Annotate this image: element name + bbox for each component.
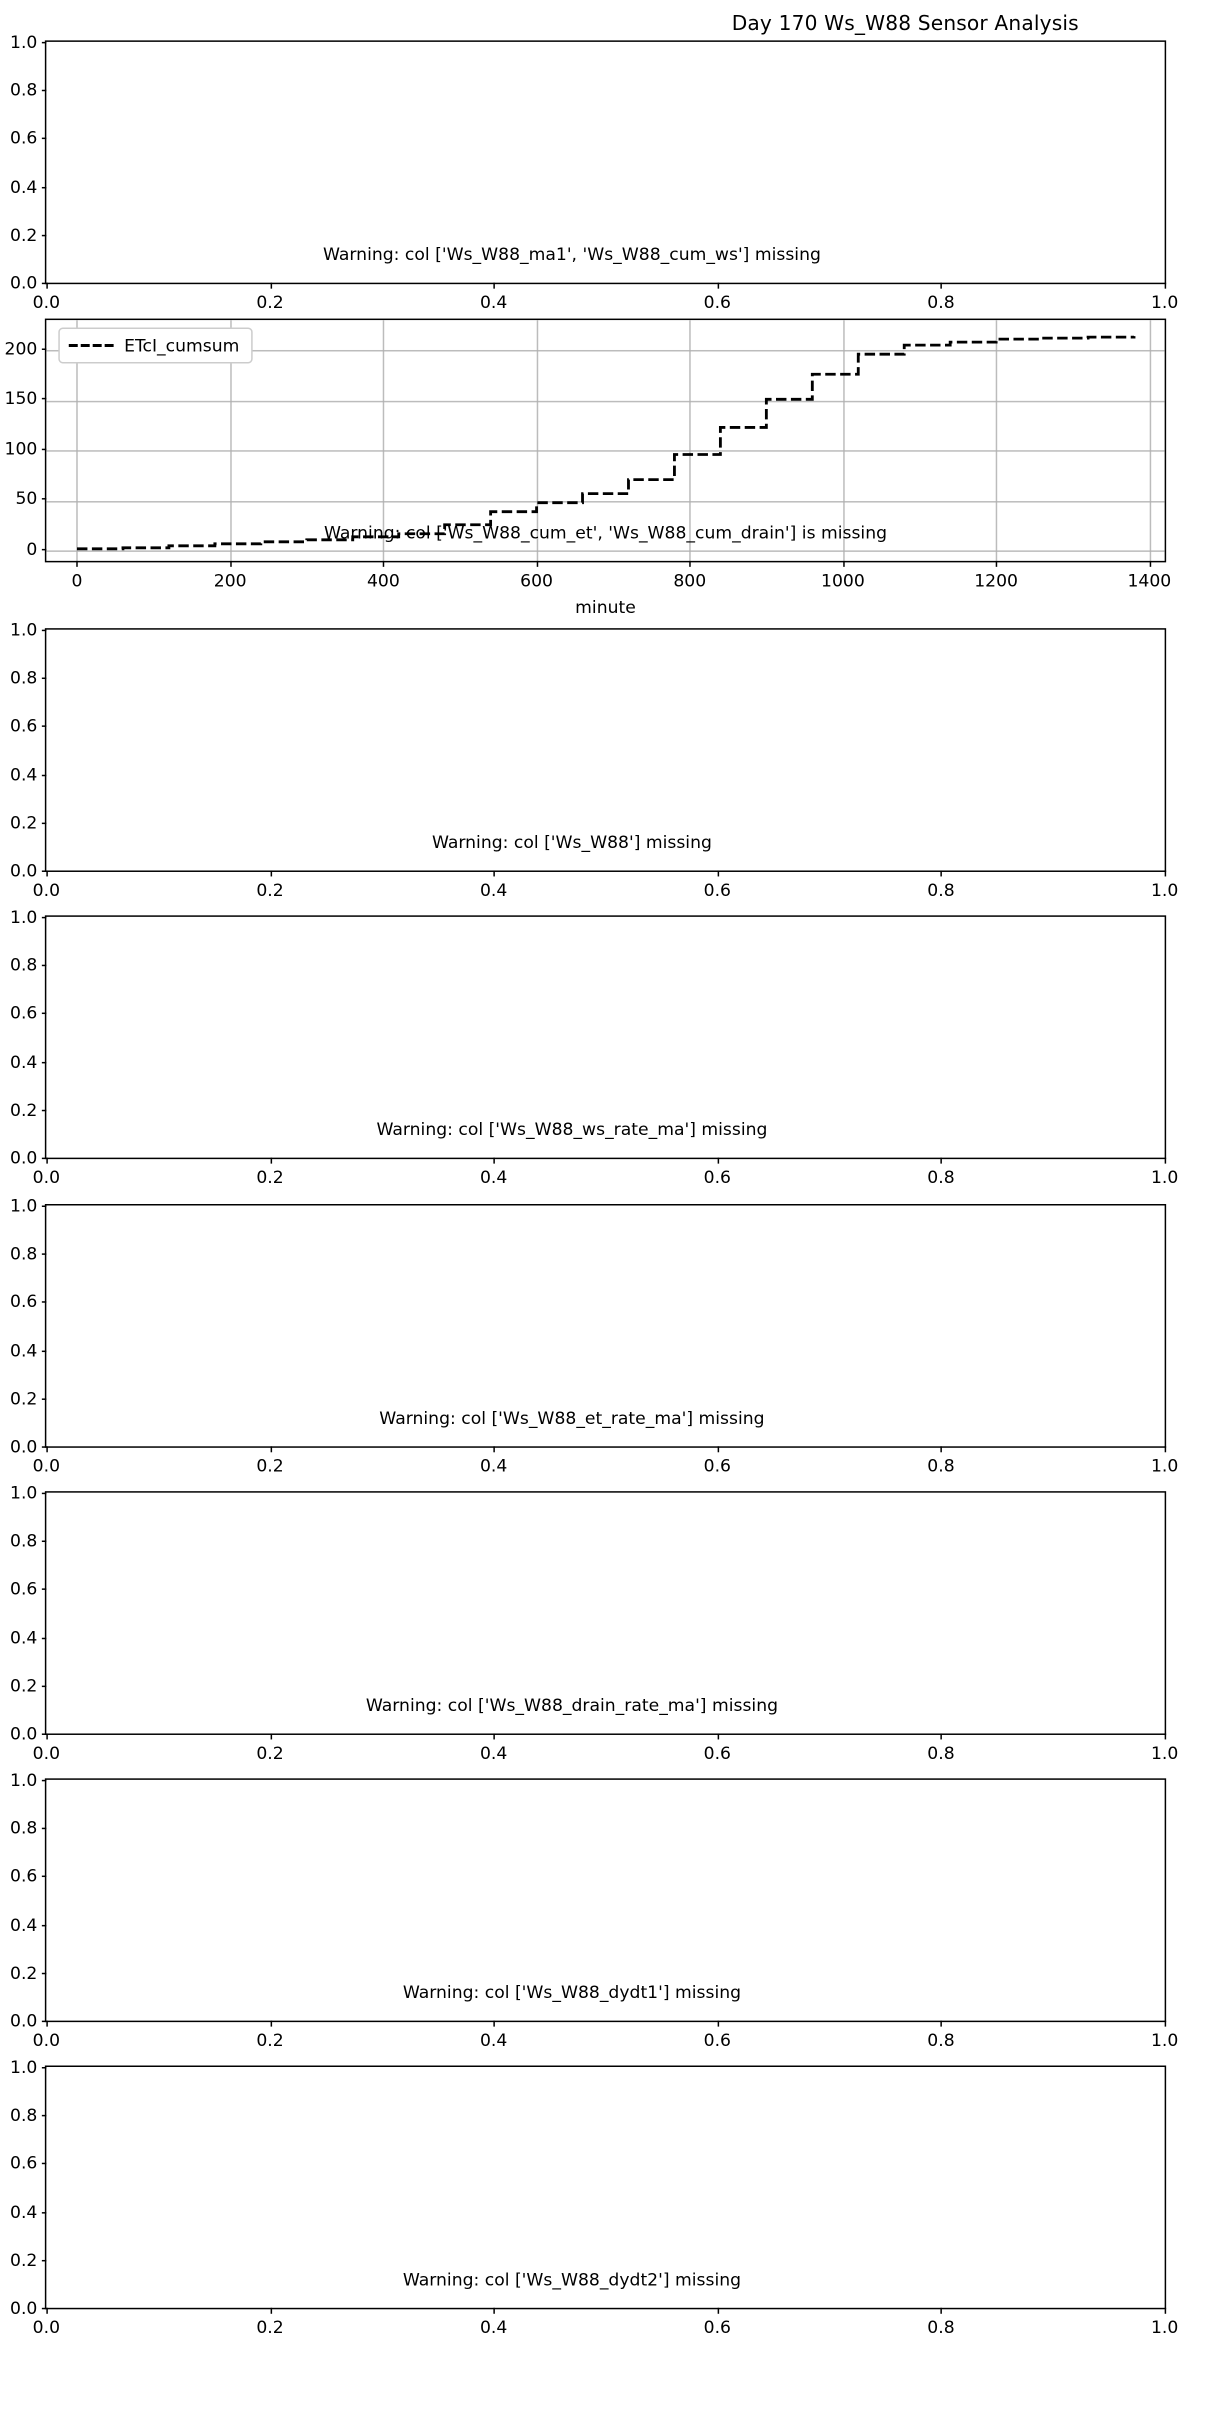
panel-4-ytickmark-0.2: [41, 1109, 46, 1110]
panel-8-xtick-0.8: 0.8: [927, 2316, 955, 2338]
panel-7-xtick-0.6: 0.6: [703, 2029, 732, 2051]
panel-4-xtick-1.0: 1.0: [1150, 1166, 1179, 1188]
panel-7-ytickmark-0.8: [41, 1828, 46, 1829]
panel-1-xtickmark-0.0: [46, 283, 47, 288]
panel-1-xtick-1.0: 1.0: [1150, 291, 1179, 313]
panel-5-xtickmark-0.6: [717, 1446, 718, 1451]
panel-5-xtick-0.4: 0.4: [479, 1455, 508, 1477]
panel-7-warning-text: Warning: col ['Ws_W88_dydt1'] missing: [402, 1981, 742, 2003]
panel-1-axes: [10, 31, 1179, 313]
panel-1-xtickmark-0.8: [941, 283, 942, 288]
panel-3-xtickmark-0.2: [270, 870, 271, 875]
panel-6-xtick-0.2: 0.2: [256, 1742, 284, 1764]
panel-3-ytickmark-1.0: [41, 630, 46, 631]
panel-3-xtickmark-0.8: [941, 870, 942, 875]
panel-1-xtick-0.2: 0.2: [256, 291, 284, 313]
panel-7-ytick-0.2: 0.2: [10, 1961, 38, 1983]
panel-2-xtickmark-200: [230, 561, 231, 566]
panel-8-ytickmark-0.2: [41, 2260, 46, 2261]
panel-1-xtick-0.4: 0.4: [479, 291, 508, 313]
panel-7-xtickmark-1.0: [1165, 2021, 1166, 2026]
panel-2-xtick-1200: 1200: [974, 569, 1019, 591]
panel-2-axes: [4, 319, 1172, 618]
panel-6-xtickmark-0.6: [717, 1733, 718, 1738]
legend-line-sample: [69, 344, 114, 347]
panel-8-xtickmark-0.4: [494, 2308, 495, 2313]
panel-7-axes: [10, 1769, 1179, 2051]
panel-2-plot-area: [46, 320, 1164, 561]
panel-4-ytick-0.0: 0.0: [10, 1147, 38, 1169]
panel-1-xtick-0.6: 0.6: [703, 291, 732, 313]
panel-5-ytick-0.0: 0.0: [10, 1435, 38, 1457]
panel-1-xtick-0.0: 0.0: [32, 291, 61, 313]
panel-8-ytickmark-0.6: [41, 2163, 46, 2164]
panel-8-ytick-0.2: 0.2: [10, 2249, 38, 2271]
panel-8-plot-area: [46, 2067, 1164, 2308]
panel-6-axes: [10, 1482, 1179, 1764]
panel-5-xtick-0.6: 0.6: [703, 1455, 732, 1477]
panel-1-xtickmark-0.4: [494, 283, 495, 288]
panel-2-xlabel: minute: [575, 596, 636, 618]
panel-3-xtickmark-1.0: [1165, 870, 1166, 875]
panel-2-xtickmark-0: [77, 561, 78, 566]
panel-8-warning-text: Warning: col ['Ws_W88_dydt2'] missing: [402, 2268, 742, 2290]
panel-7-xtickmark-0.4: [494, 2021, 495, 2026]
panel-7-ytickmark-0.4: [41, 1924, 46, 1925]
panel-5-axes: [10, 1195, 1179, 1477]
panel-7-xtickmark-0.8: [941, 2021, 942, 2026]
panel-7-xtick-0.4: 0.4: [479, 2029, 508, 2051]
panel-1-ytickmark-0.4: [41, 186, 46, 187]
panel-6-xtick-0.8: 0.8: [927, 1742, 955, 1764]
panel-5-ytick-0.2: 0.2: [10, 1387, 38, 1409]
panel-8-xtick-0.2: 0.2: [256, 2316, 284, 2338]
panel-2-xtick-1000: 1000: [821, 569, 865, 591]
panel-6-xtick-0.6: 0.6: [703, 1742, 732, 1764]
panel-1-ytick-0.0: 0.0: [10, 272, 38, 294]
panel-6-ytick-1.0: 1.0: [10, 1482, 38, 1504]
panel-1-ytickmark-0.6: [41, 138, 46, 139]
panel-6-ytick-0.6: 0.6: [10, 1578, 38, 1600]
panel-2-xtick-800: 800: [673, 569, 707, 591]
panel-6-ytickmark-0.2: [41, 1685, 46, 1686]
panel-4-ytick-0.8: 0.8: [10, 954, 38, 976]
panel-4-ytick-0.6: 0.6: [10, 1002, 38, 1024]
panel-4-warning-text: Warning: col ['Ws_W88_ws_rate_ma'] missing: [376, 1118, 768, 1140]
panel-2-ytick-200: 200: [4, 337, 38, 359]
panel-1-plot-area: [46, 42, 1164, 283]
panel-2-xtickmark-1200: [996, 561, 997, 566]
panel-2-ytick-0: 0: [26, 538, 38, 560]
panel-8-ytickmark-0.4: [41, 2211, 46, 2212]
panel-5-warning-text: Warning: col ['Ws_W88_et_rate_ma'] missing: [379, 1406, 765, 1428]
figure-title: Day 170 Ws_W88 Sensor Analysis: [731, 11, 1079, 36]
panel-3-ytickmark-0.6: [41, 726, 46, 727]
panel-5-xtickmark-0.0: [46, 1446, 47, 1451]
panel-1-ytick-0.8: 0.8: [10, 79, 38, 101]
panel-1-warning-text: Warning: col ['Ws_W88_ma1', 'Ws_W88_cum_ws'] missing: [322, 243, 821, 265]
panel-7-ytickmark-0.6: [41, 1876, 46, 1877]
panel-6-xtickmark-0.8: [941, 1733, 942, 1738]
panel-4-xtick-0.6: 0.6: [703, 1166, 732, 1188]
panel-5-xtickmark-1.0: [1165, 1446, 1166, 1451]
panel-4-xtickmark-1.0: [1165, 1158, 1166, 1163]
panel-3-xtickmark-0.0: [46, 870, 47, 875]
panel-4-xtick-0.4: 0.4: [479, 1166, 508, 1188]
panel-4-xtickmark-0.4: [494, 1158, 495, 1163]
panel-6-ytickmark-1.0: [41, 1493, 46, 1494]
panel-7-xtick-1.0: 1.0: [1150, 2029, 1179, 2051]
panel-8-xtickmark-0.2: [270, 2308, 271, 2313]
panel-5-ytickmark-0.6: [41, 1302, 46, 1303]
panel-6-ytick-0.8: 0.8: [10, 1530, 38, 1552]
panel-1-ytickmark-1.0: [41, 42, 46, 43]
panel-5-xtickmark-0.2: [270, 1446, 271, 1451]
panel-2-xtick-200: 200: [213, 569, 247, 591]
panel-8-ytick-0.4: 0.4: [10, 2201, 38, 2222]
panel-7-ytick-1.0: 1.0: [10, 1769, 38, 1791]
panel-2-xtickmark-600: [537, 561, 538, 566]
panel-6-ytickmark-0.4: [41, 1637, 46, 1638]
panel-5-ytickmark-0.8: [41, 1254, 46, 1255]
panel-3-xtickmark-0.6: [717, 870, 718, 875]
panel-7-ytickmark-1.0: [41, 1780, 46, 1781]
panel-3-xtickmark-0.4: [494, 870, 495, 875]
panel-7-ytickmark-0.2: [41, 1972, 46, 1973]
panel-4-ytick-0.4: 0.4: [10, 1050, 38, 1072]
panel-6-xtickmark-1.0: [1165, 1733, 1166, 1738]
panel-6-ytick-0.2: 0.2: [10, 1674, 38, 1696]
panel-4-ytickmark-0.6: [41, 1013, 46, 1014]
panel-4-ytickmark-0.8: [41, 965, 46, 966]
panel-5-ytickmark-1.0: [41, 1206, 46, 1207]
panel-6-xtickmark-0.4: [494, 1733, 495, 1738]
panel-5-xtickmark-0.8: [941, 1446, 942, 1451]
panel-4-axes: [10, 906, 1179, 1188]
panel-4-ytick-1.0: 1.0: [10, 906, 38, 928]
panel-5-xtick-0.0: 0.0: [32, 1455, 61, 1477]
panel-6-xtick-1.0: 1.0: [1150, 1742, 1179, 1764]
panel-1-ytick-0.6: 0.6: [10, 127, 38, 149]
panel-7-ytick-0.8: 0.8: [10, 1817, 38, 1839]
panel-2-xtick-400: 400: [366, 569, 400, 591]
panel-8-axes: [10, 2056, 1179, 2338]
panel-4-xtickmark-0.0: [46, 1158, 47, 1163]
panel-3-ytick-1.0: 1.0: [10, 619, 38, 641]
panel-6-ytick-0.4: 0.4: [10, 1626, 38, 1648]
panel-2-ytick-150: 150: [4, 387, 38, 409]
panel-8-xtick-1.0: 1.0: [1150, 2316, 1179, 2338]
panel-6-xtickmark-0.0: [46, 1733, 47, 1738]
panel-8-ytickmark-1.0: [41, 2067, 46, 2068]
panel-2-ytick-50: 50: [15, 488, 38, 510]
panel-6-xtick-0.0: 0.0: [32, 1742, 61, 1764]
panel-6-xtickmark-0.2: [270, 1733, 271, 1738]
panel-4-ytick-0.2: 0.2: [10, 1099, 38, 1120]
panel-8-ytick-1.0: 1.0: [10, 2056, 38, 2078]
panel-3-xtick-0.2: 0.2: [256, 879, 284, 901]
panel-4-xtickmark-0.6: [717, 1158, 718, 1163]
panel-8-xtickmark-0.0: [46, 2308, 47, 2313]
panel-1-xtick-0.8: 0.8: [927, 291, 955, 313]
panel-7-xtickmark-0.0: [46, 2021, 47, 2026]
panel-8-xtick-0.4: 0.4: [479, 2316, 508, 2338]
panel-2-xtick-600: 600: [520, 569, 553, 591]
panel-7-xtickmark-0.2: [270, 2021, 271, 2026]
panel-5-xtick-0.8: 0.8: [927, 1455, 955, 1477]
panel-7-plot-area: [46, 1780, 1164, 2021]
panel-5-ytick-0.4: 0.4: [10, 1339, 38, 1361]
panel-3-xtick-0.4: 0.4: [479, 879, 508, 901]
panel-4-plot-area: [46, 917, 1164, 1158]
panel-3-ytickmark-0.2: [41, 822, 46, 823]
panel-2-warning-text: Warning: col ['Ws_W88_cum_et', 'Ws_W88_cum_drain'] is missing: [323, 521, 888, 543]
panel-1-xtickmark-1.0: [1165, 283, 1166, 288]
panel-3-ytickmark-0.4: [41, 774, 46, 775]
panel-4-xtickmark-0.2: [270, 1158, 271, 1163]
panel-1-ytickmark-0.8: [41, 90, 46, 91]
panel-5-ytick-1.0: 1.0: [10, 1195, 38, 1216]
panel-6-ytick-0.0: 0.0: [10, 1722, 38, 1744]
panel-7-xtick-0.0: 0.0: [32, 2029, 61, 2051]
panel-7-ytick-0.6: 0.6: [10, 1865, 38, 1887]
panel-1-xtickmark-0.6: [717, 283, 718, 288]
panel-2-legend: [58, 328, 253, 364]
panel-8-xtickmark-0.6: [717, 2308, 718, 2313]
panel-2-xtickmark-1000: [843, 561, 844, 566]
panel-5-ytickmark-0.4: [41, 1350, 46, 1351]
panel-2-ytick-100: 100: [4, 438, 38, 459]
panel-3-xtick-1.0: 1.0: [1150, 879, 1179, 901]
panel-4-xtick-0.8: 0.8: [927, 1166, 955, 1188]
panel-7-ytick-0.0: 0.0: [10, 2010, 38, 2032]
panel-5-xtick-0.2: 0.2: [256, 1455, 284, 1477]
panel-8-xtickmark-0.8: [941, 2308, 942, 2313]
panel-8-xtick-0.6: 0.6: [703, 2316, 732, 2338]
panel-1-ytickmark-0.2: [41, 235, 46, 236]
panel-8-ytickmark-0.8: [41, 2115, 46, 2116]
panel-4-xtickmark-0.8: [941, 1158, 942, 1163]
panel-3-xtick-0.8: 0.8: [927, 879, 955, 901]
panel-2-xtickmark-800: [690, 561, 691, 566]
panel-6-ytickmark-0.6: [41, 1589, 46, 1590]
panel-6-plot-area: [46, 1493, 1164, 1734]
panel-5-ytick-0.8: 0.8: [10, 1243, 38, 1265]
panel-5-ytickmark-0.2: [41, 1398, 46, 1399]
panel-8-ytick-0.6: 0.6: [10, 2152, 38, 2174]
panel-5-xtickmark-0.4: [494, 1446, 495, 1451]
panel-1-ytick-1.0: 1.0: [10, 31, 38, 53]
panel-3-ytick-0.8: 0.8: [10, 667, 38, 689]
panel-3-xtick-0.6: 0.6: [703, 879, 732, 901]
panel-1-ytick-0.4: 0.4: [10, 175, 38, 197]
panel-6-ytickmark-0.8: [41, 1541, 46, 1542]
panel-4-ytickmark-1.0: [41, 917, 46, 918]
panel-5-plot-area: [46, 1206, 1164, 1447]
panel-6-warning-text: Warning: col ['Ws_W88_drain_rate_ma'] missing: [365, 1694, 779, 1716]
panel-3-ytick-0.2: 0.2: [10, 811, 38, 833]
panel-8-ytick-0.0: 0.0: [10, 2297, 38, 2319]
panel-6-xtick-0.4: 0.4: [479, 1742, 508, 1764]
panel-7-xtick-0.2: 0.2: [256, 2029, 284, 2051]
panel-8-xtick-0.0: 0.0: [32, 2316, 61, 2338]
panel-4-xtick-0.2: 0.2: [256, 1166, 284, 1188]
panel-3-warning-text: Warning: col ['Ws_W88'] missing: [431, 831, 712, 853]
panel-8-ytick-0.8: 0.8: [10, 2104, 38, 2126]
panel-3-xtick-0.0: 0.0: [32, 879, 61, 901]
panel-3-ytick-0.0: 0.0: [10, 860, 38, 881]
panel-3-ytick-0.4: 0.4: [10, 763, 38, 785]
legend-label-etci-cumsum: ETcI_cumsum: [124, 335, 240, 356]
panel-8-xtickmark-1.0: [1165, 2308, 1166, 2313]
panel-4-xtick-0.0: 0.0: [32, 1166, 61, 1188]
panel-3-ytick-0.6: 0.6: [10, 715, 38, 737]
panel-2-xtickmark-1400: [1149, 561, 1150, 566]
panel-5-xtick-1.0: 1.0: [1150, 1455, 1179, 1477]
panel-7-xtick-0.8: 0.8: [927, 2029, 955, 2051]
panel-3-plot-area: [46, 630, 1164, 871]
panel-2-xtickmark-400: [383, 561, 384, 566]
panel-3-ytickmark-0.8: [41, 678, 46, 679]
panel-5-ytick-0.6: 0.6: [10, 1291, 38, 1313]
panel-2-xtick-1400: 1400: [1127, 569, 1172, 591]
panel-7-xtickmark-0.6: [717, 2021, 718, 2026]
panel-3-axes: [10, 619, 1179, 901]
panel-4-ytickmark-0.4: [41, 1061, 46, 1062]
panel-7-ytick-0.4: 0.4: [10, 1913, 38, 1935]
panel-2-xtick-0: 0: [71, 569, 83, 591]
panel-1-xtickmark-0.2: [270, 283, 271, 288]
panel-1-ytick-0.2: 0.2: [10, 224, 38, 245]
